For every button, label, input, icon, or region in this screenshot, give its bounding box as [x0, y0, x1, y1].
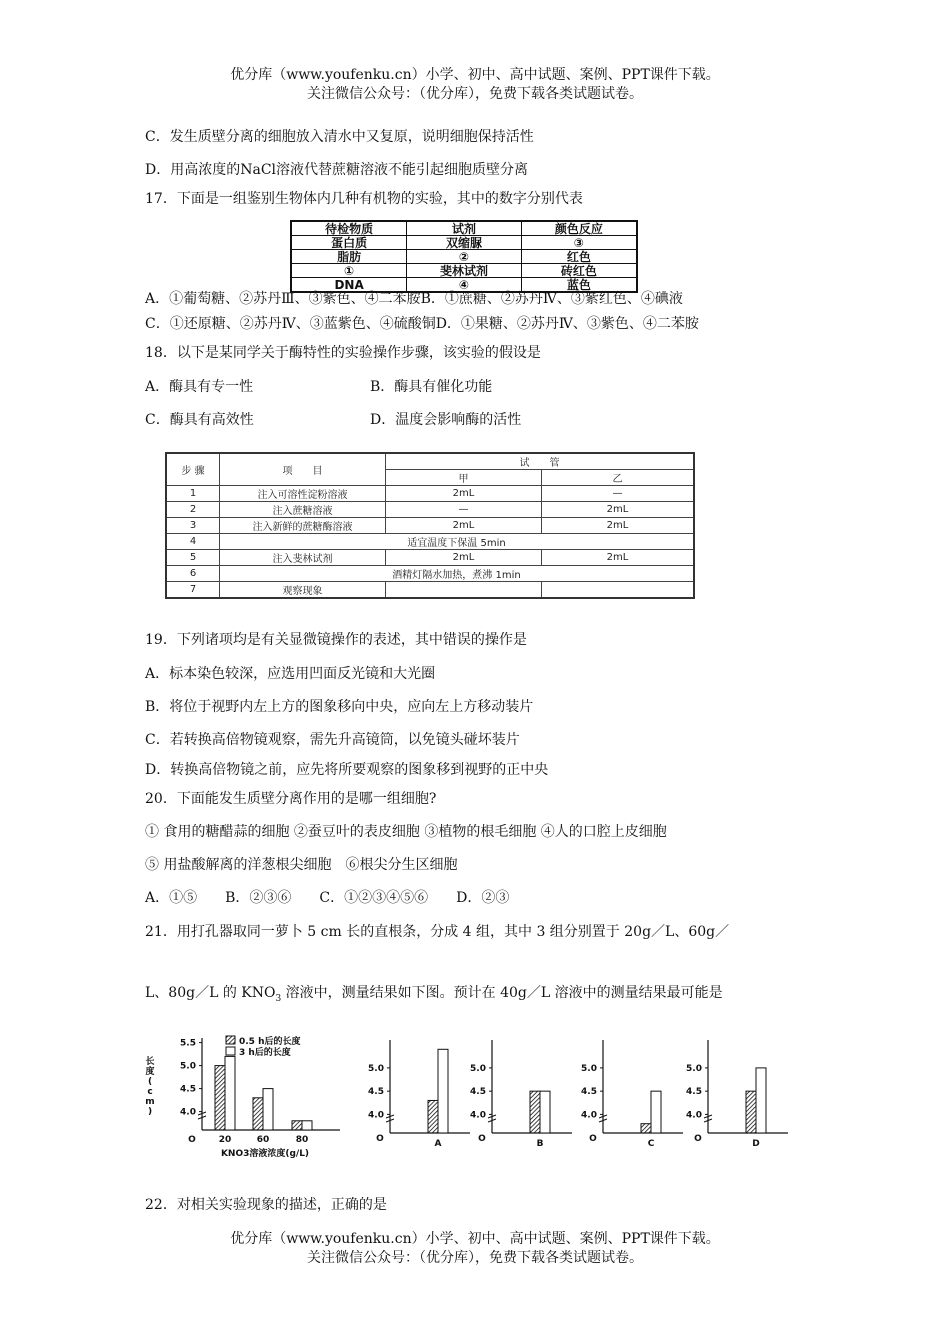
header-line-2: 关注微信公众号：（优分库），免费下载各类试题试卷。: [307, 86, 643, 102]
bar: [540, 1091, 550, 1133]
bar: [530, 1091, 540, 1133]
y-axis-label-char: 长: [145, 1057, 155, 1067]
bar: [215, 1066, 225, 1130]
table-cell: 2mL: [386, 486, 542, 502]
q18-header-yi: 乙: [542, 470, 695, 486]
option-label: C: [647, 1139, 655, 1149]
table-cell: ②: [407, 250, 522, 264]
q18-header-item: 项 目: [220, 453, 386, 486]
y-tick-label: 4.5: [581, 1087, 597, 1098]
bar: [651, 1091, 661, 1133]
legend-label: 0.5 h后的长度: [239, 1037, 301, 1047]
table-cell: 3: [166, 518, 220, 534]
q17-table: [290, 220, 638, 293]
header-line-1: 优分库（www.youfenku.cn）小学、初中、高中试题、案例、PPT课件下载。: [230, 67, 720, 83]
bar: [428, 1100, 438, 1133]
table-cell: —: [386, 502, 542, 518]
table-cell: 注入斐林试剂: [220, 550, 386, 566]
x-axis-label: KNO3溶液浓度(g/L): [220, 1149, 310, 1159]
option-label: D: [752, 1139, 760, 1149]
q17-options-ab: A．①葡萄糖、②苏丹Ⅲ、③紫色、④二苯胺B．①蔗糖、②苏丹Ⅳ、③紫红色、④碘液: [145, 291, 683, 307]
q19-option-a: A．标本染色较深，应选用凹面反光镜和大光圈: [145, 666, 436, 682]
table-cell: 2mL: [542, 550, 695, 566]
y-tick-label: 5.0: [581, 1063, 597, 1074]
table-cell: 注入新鲜的蔗糖酶溶液: [220, 518, 386, 534]
y-tick-label: 5.0: [180, 1061, 196, 1072]
q19-option-b: B．将位于视野内左上方的图象移向中央，应向左上方移动装片: [145, 699, 534, 715]
y-axis-label-char: (: [147, 1077, 153, 1087]
table-cell: ①: [291, 264, 407, 278]
table-cell: 2mL: [542, 502, 695, 518]
y-axis-label-char: c: [147, 1087, 153, 1097]
table-row: [291, 250, 637, 264]
legend-swatch: [226, 1047, 235, 1055]
origin-label: O: [478, 1134, 486, 1144]
table-cell: 1: [166, 486, 220, 502]
table-cell: 脂肪: [291, 250, 407, 264]
origin-label: O: [188, 1135, 196, 1145]
option-chart-d: [686, 1040, 788, 1149]
y-tick-label: 4.5: [470, 1087, 486, 1098]
option-label: A: [434, 1139, 442, 1149]
q18-header-step: 步 骤: [166, 453, 220, 486]
x-tick-label: 60: [256, 1135, 270, 1145]
y-tick-label: 4.0: [180, 1107, 196, 1118]
q18-option-d: D．温度会影响酶的活性: [370, 412, 522, 428]
legend-swatch: [226, 1036, 235, 1044]
q17-header-color: 颜色反应: [521, 221, 637, 236]
x-tick-label: 80: [295, 1135, 309, 1145]
y-tick-label: 4.5: [180, 1084, 196, 1095]
q18-option-b: B．酶具有催化功能: [370, 379, 493, 395]
bar: [302, 1121, 312, 1130]
footer-line-1: 优分库（www.youfenku.cn）小学、初中、高中试题、案例、PPT课件下载。: [230, 1231, 720, 1247]
q18-table: [165, 452, 695, 599]
q16-option-d: D．用高浓度的NaCl溶液代替蔗糖溶液不能引起细胞质壁分离: [145, 162, 529, 178]
table-cell: 2mL: [542, 518, 695, 534]
bar: [263, 1089, 273, 1130]
table-row: [166, 518, 694, 534]
table-cell: 蛋白质: [291, 236, 407, 250]
table-cell: 2mL: [386, 518, 542, 534]
table-cell: 2: [166, 502, 220, 518]
table-cell: ④: [407, 278, 522, 293]
footer-line-2: 关注微信公众号：（优分库），免费下载各类试题试卷。: [307, 1250, 643, 1266]
table-row: [166, 534, 694, 550]
bar: [756, 1068, 766, 1133]
bar: [292, 1121, 302, 1130]
table-cell: 砖红色: [521, 264, 637, 278]
table-cell: 蓝色: [521, 278, 637, 293]
table-cell: [386, 582, 542, 599]
q22-stem: 22．对相关实验现象的描述，正确的是: [145, 1197, 387, 1213]
table-cell: 观察现象: [220, 582, 386, 599]
option-chart-a: [368, 1040, 470, 1149]
origin-label: O: [694, 1134, 702, 1144]
table-cell: 双缩脲: [407, 236, 522, 250]
y-tick-label: 5.0: [368, 1063, 384, 1074]
table-row: [166, 486, 694, 502]
page-footer: [0, 1230, 950, 1268]
legend-label: 3 h后的长度: [239, 1048, 291, 1058]
table-row: [291, 264, 637, 278]
table-cell: [542, 582, 695, 599]
q18-table-header: [166, 453, 694, 470]
origin-label: O: [376, 1134, 384, 1144]
y-axis-label-char: m: [145, 1097, 155, 1107]
table-cell: 4: [166, 534, 220, 550]
y-tick-label: 4.5: [686, 1087, 702, 1098]
origin-label: O: [589, 1134, 597, 1144]
bar: [225, 1056, 235, 1130]
q17-header-reagent: 试剂: [407, 221, 522, 236]
bar: [746, 1091, 756, 1133]
y-axis-label-char: ): [147, 1107, 153, 1117]
q21-figure: [140, 1030, 810, 1160]
y-tick-label: 4.0: [470, 1110, 486, 1121]
table-cell: —: [542, 486, 695, 502]
bar: [438, 1049, 448, 1133]
y-tick-label: 4.5: [368, 1087, 384, 1098]
bar: [641, 1124, 651, 1133]
q21-subscript: 3: [275, 993, 282, 1004]
option-chart-c: [581, 1040, 683, 1149]
q20-options: A．①⑤ B．②③⑥ C．①②③④⑤⑥ D．②③: [145, 890, 510, 906]
option-label: B: [536, 1139, 544, 1149]
q17-stem: 17．下面是一组鉴别生物体内几种有机物的实验，其中的数字分别代表: [145, 191, 583, 207]
q17-table-header: [291, 221, 637, 236]
q19-option-c: C．若转换高倍物镜观察，需先升高镜筒，以免镜头碰坏装片: [145, 732, 520, 748]
x-tick-label: 20: [218, 1135, 232, 1145]
table-cell: 6: [166, 566, 220, 582]
option-chart-b: [470, 1040, 572, 1149]
q18-option-c: C．酶具有高效性: [145, 412, 254, 428]
q21-stem-text-a: L、80g／L 的 KNO: [145, 985, 276, 1001]
y-tick-label: 5.0: [686, 1063, 702, 1074]
q18-stem: 18．以下是某同学关于酶特性的实验操作步骤，该实验的假设是: [145, 345, 541, 361]
table-cell: 注入可溶性淀粉溶液: [220, 486, 386, 502]
q18-option-a: A．酶具有专一性: [145, 379, 254, 395]
q19-stem: 19．下列诸项均是有关显微镜操作的表述，其中错误的操作是: [145, 632, 527, 648]
table-row: [166, 550, 694, 566]
q16-option-c: C．发生质壁分离的细胞放入清水中又复原，说明细胞保持活性: [145, 129, 534, 145]
bar: [253, 1098, 263, 1130]
table-cell: 2mL: [386, 550, 542, 566]
table-cell-merged: 酒精灯隔水加热，煮沸 1min: [220, 566, 695, 582]
q20-items-2: ⑤ 用盐酸解离的洋葱根尖细胞 ⑥根尖分生区细胞: [145, 857, 458, 873]
q21-stem-text-b: 溶液中，测量结果如下图。预计在 40g／L 溶液中的测量结果最可能是: [281, 985, 723, 1001]
y-axis-label-char: 度: [145, 1067, 155, 1077]
table-row: [291, 236, 637, 250]
y-tick-label: 5.5: [180, 1038, 196, 1049]
q17-options-cd: C．①还原糖、②苏丹Ⅳ、③蓝紫色、④硫酸铜D．①果糖、②苏丹Ⅳ、③紫色、④二苯胺: [145, 316, 699, 332]
q17-header-substance: 待检物质: [291, 221, 407, 236]
q21-stem-line-2: [145, 983, 723, 1009]
table-cell: 注入蔗糖溶液: [220, 502, 386, 518]
table-cell: DNA: [291, 278, 407, 293]
q18-header-jia: 甲: [386, 470, 542, 486]
q21-stem-line-1: 21．用打孔器取同一萝卜 5 cm 长的直根条，分成 4 组，其中 3 组分别置于 20g／L、60g／: [145, 924, 730, 940]
y-tick-label: 4.0: [368, 1110, 384, 1121]
table-cell: 红色: [521, 250, 637, 264]
y-tick-label: 5.0: [470, 1063, 486, 1074]
q20-stem: 20．下面能发生质壁分离作用的是哪一组细胞?: [145, 791, 437, 807]
table-cell: 斐林试剂: [407, 264, 522, 278]
q20-items-1: ① 食用的糖醋蒜的细胞 ②蚕豆叶的表皮细胞 ③植物的根毛细胞 ④人的口腔上皮细胞: [145, 824, 667, 840]
table-row: [166, 502, 694, 518]
table-row: [166, 566, 694, 582]
q18-header-tube: 试 管: [386, 453, 695, 470]
q19-option-d: D．转换高倍物镜之前，应先将所要观察的图象移到视野的正中央: [145, 762, 549, 778]
table-row: [166, 582, 694, 599]
main-bar-chart: [145, 1035, 340, 1159]
table-cell: 5: [166, 550, 220, 566]
table-cell: 7: [166, 582, 220, 599]
page-header: [0, 66, 950, 104]
table-cell: ③: [521, 236, 637, 250]
y-tick-label: 4.0: [686, 1110, 702, 1121]
y-tick-label: 4.0: [581, 1110, 597, 1121]
table-cell-merged: 适宜温度下保温 5min: [220, 534, 695, 550]
